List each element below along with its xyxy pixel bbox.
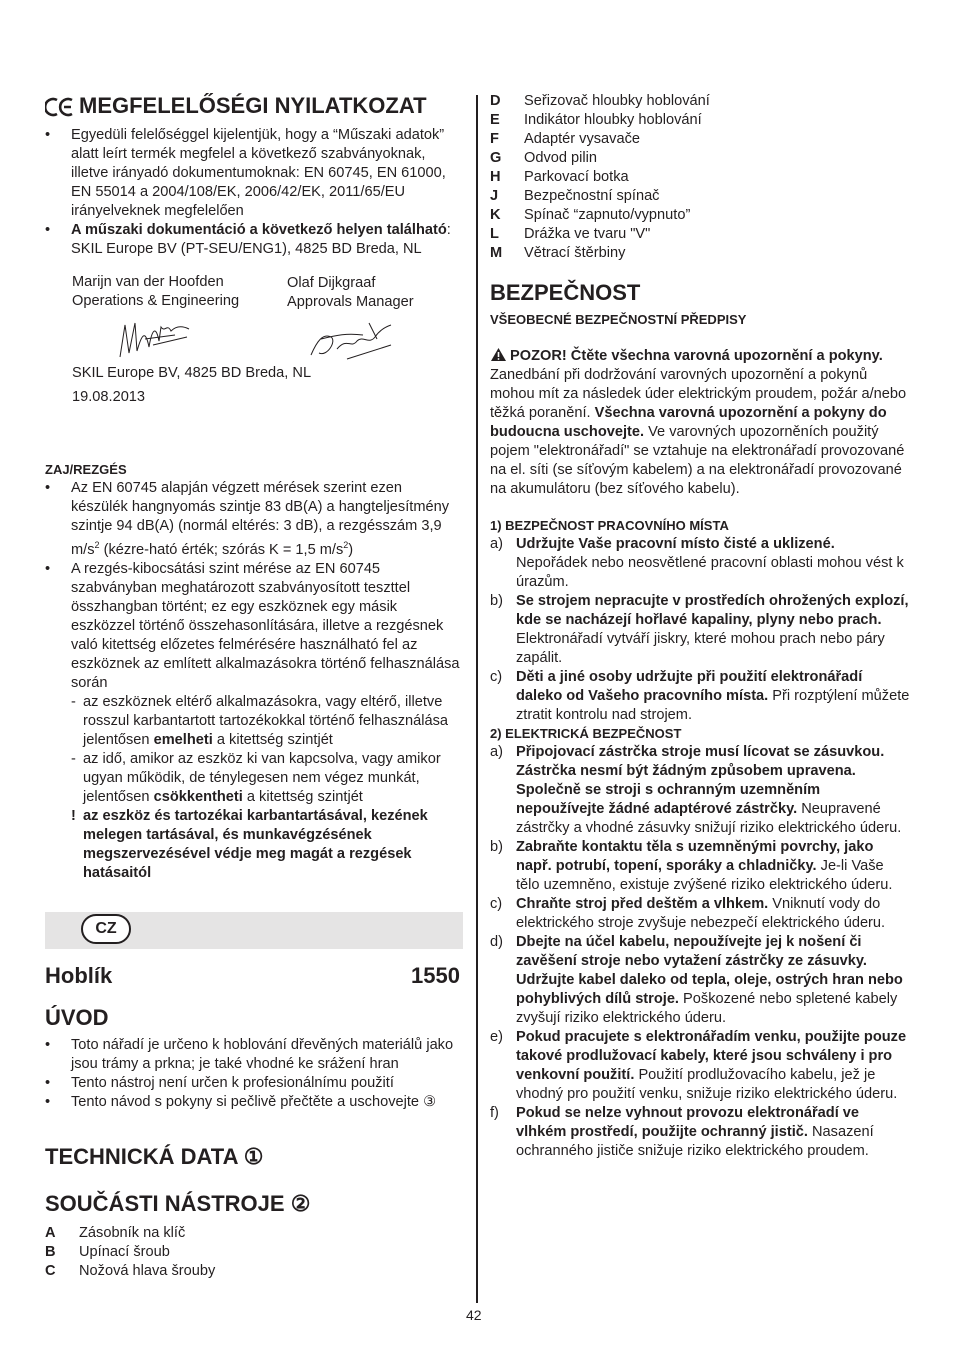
intro-bullet-text: Tento nástroj není určen k profesionálnímu použití [71, 1075, 394, 1091]
noise-warning [45, 807, 465, 883]
noise-heading: ZAJ/REZGÉS [45, 462, 127, 477]
noise-warning-text: az eszköz és tartozékai karbantartásával, kezének melegen tartásával, és munkavégzésének megszervezésével védje meg magát a rezgések hatásaitól [83, 807, 428, 881]
item-bold: Děti a jiné osoby udržujte při použití elektronářadí daleko od Vašeho pracovního místa. [516, 669, 863, 704]
item-text: Nasazení ochranného jističe snižuje riziko elektrického proudem. [516, 1124, 874, 1159]
part-key: G [490, 150, 502, 166]
safety-item [490, 838, 910, 895]
item-key: f) [490, 1105, 499, 1121]
item-bold: Připojovací zástrčka stroje musí lícovat se zásuvkou. Zástrčka nesmí být žádným způsobem upravena. Společně se stroji s ochranným uzemněním nepoužívejte žádné adaptérové zástrčky. [516, 744, 885, 817]
item-text: Je-li Vaše tělo uzemněno, existuje zvýšené riziko elektrického úderu. [516, 858, 893, 893]
item-bold: Udržujte Vaše pracovní místo čisté a uklizené. [516, 536, 835, 552]
dash-1-text-a: az eszköznek eltérő alkalmazásokra, vagy eltérő, illetve rosszul karbantartott tartozékokkal történő felhasználása jelentősen [83, 693, 449, 748]
ce-heading-title: MEGFELELŐSÉGI NYILATKOZAT [79, 93, 427, 118]
parts-list-left [45, 1224, 465, 1281]
noise-bullet-2-text: A rezgés-kibocsátási szint mérése az EN 60745 szabványban meghatározott szabványosított teszttel összhangban történt; ez egy eszköznek egy másik eszközzel történő összehasonlítására, illetve a rezgésnek való kitettség előzetes felmérésére használható fel az eszköznek az említett alkalmazásokra történő felhasználása során [71, 560, 460, 691]
work-area-heading: 1) BEZPEČNOST PRACOVNÍHO MÍSTA [490, 518, 729, 533]
item-key: c) [490, 669, 503, 685]
dash-2-text-c: a kitettség szintjét [242, 788, 363, 805]
part-label: Odvod pilin [524, 150, 598, 166]
part-key: E [490, 112, 500, 128]
item-bold: Se strojem nepracujte v prostředích ohrožených explozí, kde se nacházejí hořlavé kapaliny, plyny nebo prach. [516, 593, 909, 628]
ce-doc-bullet: • A műszaki dokumentáció a következő helyen található: SKIL Europe BV (PT-SEU/ENG1), 4825 BD Breda, NL [45, 222, 451, 257]
dash-1-text-c: a kitettség szintjét [212, 731, 333, 748]
intro-bullet: • Toto nářadí je určeno k hoblování dřevěných materiálů jako jsou trámy a prkna; je také vhodné ke srážení hran [45, 1036, 465, 1074]
product-name: Hoblík [45, 963, 113, 988]
part-label: Indikátor hloubky hoblování [524, 112, 702, 128]
dash-2-bold: csökkentheti [153, 788, 243, 805]
intro-section [45, 1004, 465, 1112]
right-column [490, 92, 910, 1161]
signatory-1 [72, 273, 239, 311]
part-label: Parkovací botka [524, 169, 629, 185]
part-item [490, 187, 910, 206]
part-label: Zásobník na klíč [79, 1225, 186, 1241]
noise-dash-1: - az eszköznek eltérő alkalmazásokra, vagy eltérő, illetve rosszul karbantartott tartozékokkal történő felhasználása jelentősen emelheti a kitettség szintjét [71, 693, 449, 748]
item-key: b) [490, 593, 503, 609]
part-key: L [490, 226, 499, 242]
part-label: Větrací štěrbiny [524, 245, 626, 261]
company-line: SKIL Europe BV, 4825 BD Breda, NL [72, 365, 312, 381]
product-model: 1550 [411, 963, 460, 988]
column-divider [476, 95, 478, 1303]
part-item [490, 206, 910, 225]
signatory-2-name: Olaf Dijkgraaf [287, 275, 376, 291]
safety-warning [490, 347, 910, 499]
electrical-safety-heading: 2) ELEKTRICKÁ BEZPEČNOST [490, 726, 682, 741]
part-item [45, 1262, 465, 1281]
item-key: d) [490, 934, 503, 950]
part-key: F [490, 131, 499, 147]
noise-bullet-2: • A rezgés-kibocsátási szint mérése az EN 60745 szabványban meghatározott szabványosított teszttel összhangban történt; ez egy eszköznek egy másik eszközzel történő összehasonlítására, illetve a rezgésnek való kitettség előzetes felmérésére használható fel az eszköznek az említett alkalmazásokra történő felhasználása során [45, 560, 465, 693]
part-key: H [490, 169, 501, 185]
part-key: C [45, 1263, 56, 1279]
safety-item [490, 933, 910, 1028]
intro-bullet: • Tento návod s pokyny si pečlivě přečtěte a uschovejte ③ [45, 1093, 465, 1112]
part-key: D [490, 93, 501, 109]
item-bold: Zabraňte kontaktu těla s uzemněnými povrchy, jako např. potrubí, topení, sporáky a chladničky. [516, 839, 874, 874]
part-label: Upínací šroub [79, 1244, 170, 1260]
part-item [45, 1224, 465, 1243]
part-label: Drážka ve tvaru "V" [524, 226, 651, 242]
part-item [490, 92, 910, 111]
parts-list-right [490, 92, 910, 263]
item-key: a) [490, 744, 503, 760]
language-badge: CZ [81, 914, 131, 944]
ce-bullet-text: Egyedüli felelőséggel kijelentjük, hogy a “Műszaki adatok” alatt leírt termék megfelel a következő szabványoknak, illetve irányadó dokumentumoknak: EN 60745, EN 61000, EN 55014 a 2004/108/EK, 2006/42/EK, 2011/65/EU irányelveknek megfelelően [71, 127, 446, 219]
tech-data-heading: TECHNICKÁ DATA ① [45, 1144, 264, 1169]
warning-triangle-icon [490, 347, 507, 362]
intro-bullet: • Tento nástroj není určen k profesionálnímu použití [45, 1074, 465, 1093]
item-key: a) [490, 536, 503, 552]
part-item [490, 244, 910, 263]
signatory-2-role: Approvals Manager [287, 294, 414, 310]
page-number: 42 [466, 1307, 482, 1323]
intro-bullet-text: Tento návod s pokyny si pečlivě přečtěte a uschovejte ③ [71, 1094, 437, 1110]
item-bold: Pokud pracujete s elektronářadím venku, použijte pouze takové prodlužovací kabely, které jsou schváleny i pro venkovní použití. [516, 1029, 907, 1083]
item-text: Vniknutí vody do elektrického stroje zvyšuje nebezpečí elektrického úderu. [516, 896, 886, 931]
part-key: A [45, 1225, 56, 1241]
item-text: Elektronářadí vytváří jiskry, které mohou prach nebo páry zapálit. [516, 631, 885, 666]
warning-bold-2: Všechna varovná upozornění a pokyny do budoucna uschovejte. [490, 405, 887, 440]
part-label: Nožová hlava šrouby [79, 1263, 216, 1279]
part-item [490, 225, 910, 244]
noise-bullet-1: • Az EN 60745 alapján végzett mérések szerint ezen készülék hangnyomás szintje 83 dB(A) a hangteljesítmény szintje 94 dB(A) (normál eltérés: 3 dB), a rezgésszám 3,9 $m/s^2$ (kézre-ható érték; szórás K = 1,5 $m/s^2$) [45, 479, 465, 560]
part-item [490, 111, 910, 130]
item-text: Poškozené nebo spletené kabely zvyšují riziko elektrického úderu. [516, 991, 898, 1026]
part-label: Seřizovač hloubky hoblování [524, 93, 710, 109]
safety-item [490, 668, 910, 725]
part-key: K [490, 207, 501, 223]
intro-bullet-text: Toto nářadí je určeno k hoblování dřevěných materiálů jako jsou trámy a prkna; je také vhodné ke srážení hran [71, 1037, 454, 1072]
signature-2 [307, 319, 397, 363]
item-text: Použití prodlužovacího kabelu, jež je vhodný pro použití venku, snižuje riziko elektrického úderu. [516, 1067, 898, 1102]
item-key: c) [490, 896, 503, 912]
ce-doc-bold: A műszaki dokumentáció a következő helyen található [71, 222, 447, 238]
safety-item [490, 592, 910, 668]
safety-item [490, 895, 910, 933]
item-text: Při rozptýlení můžete ztratit kontrolu nad strojem. [516, 688, 910, 723]
part-key: M [490, 245, 503, 261]
exclamation-icon: ! [71, 807, 76, 824]
part-item [490, 149, 910, 168]
warning-text-1: Zanedbání při dodržování varovných upozornění a pokynů mohou mít za následek úder elektrickým proudem, požár a/nebo těžká poranění. [490, 367, 907, 421]
signature-block [45, 273, 465, 461]
safety-heading: BEZPEČNOST [490, 280, 641, 305]
parts-heading: SOUČÁSTI NÁSTROJE ② [45, 1191, 311, 1216]
intro-heading: ÚVOD [45, 1005, 109, 1030]
safety-item [490, 1028, 910, 1104]
left-column [45, 92, 465, 883]
ce-bullet: • Egyedüli felelőséggel kijelentjük, hogy a “Műszaki adatok” alatt leírt termék megfelel a következő szabványoknak, illetve irányadó dokumentumoknak: EN 60745, EN 61000, EN 55014 a 2004/108/EK, 2006/42/EK, 2011/65/EU irányelveknek megfelelően [45, 126, 465, 221]
item-bold: Chraňte stroj před deštěm a vlhkem. [516, 896, 769, 912]
noise-bullet-1-text: Az EN 60745 alapján végzett mérések szerint ezen készülék hangnyomás szintje 83 dB(A) a hangteljesítmény szintje 94 dB(A) (normál eltérés: 3 dB), a rezgésszám 3,9 $m/s^2$ (kézre-ható érték; szórás K = 1,5 $m/s^2$) [71, 480, 450, 558]
warning-bold-1: POZOR! Čtěte všechna varovná upozornění a pokyny. [510, 348, 883, 364]
part-item [490, 168, 910, 187]
declaration-date: 19.08.2013 [72, 389, 146, 405]
signatory-1-role: Operations & Engineering [72, 293, 240, 309]
part-key: B [45, 1244, 56, 1260]
item-key: e) [490, 1029, 503, 1045]
part-item [490, 130, 910, 149]
safety-item [490, 535, 910, 592]
part-item [45, 1243, 465, 1262]
part-label: Spínač “zapnuto/vypnuto” [524, 207, 691, 223]
signatory-2 [287, 274, 414, 312]
dash-2-text-a: az idő, amikor az eszköz ki van kapcsolva, vagy amikor ugyan működik, de ténylegesen nem végez munkát, jelentősen [83, 750, 441, 805]
warning-text-2: Ve varovných upozorněních použitý pojem "elektronářadí" se vztahuje na elektronářadí provozované na el. síti (se síťovým kabelem) a na elektronářadí provozované na akumulátoru (bez síťového kabelu). [490, 424, 905, 497]
safety-item [490, 1104, 910, 1161]
safety-subheading: VŠEOBECNÉ BEZPEČNOSTNÍ PŘEDPISY [490, 312, 747, 327]
signatory-1-name: Marijn van der Hoofden [72, 274, 224, 290]
noise-dash-2: - az idő, amikor az eszköz ki van kapcsolva, vagy amikor ugyan működik, de ténylegesen nem végez munkát, jelentősen csökkentheti a kitettség szintjét [71, 750, 441, 805]
item-text: Neupravené zástrčky a vhodné zásuvky snižují riziko elektrického úderu. [516, 801, 902, 836]
item-key: b) [490, 839, 503, 855]
part-label: Bezpečnostní spínač [524, 188, 660, 204]
signature-1 [115, 317, 195, 361]
item-bold: Pokud se nelze vyhnout provozu elektronářadí ve vlhkém prostředí, použijte ochranný jistič. [516, 1105, 860, 1140]
dash-1-bold: emelheti [153, 731, 213, 748]
item-bold: Dbejte na účel kabelu, nepoužívejte jej k nošení či zavěšení stroje nebo vytažení zástrčky ze zásuvky. Udržujte kabel daleko od tepla, oleje, ostrých hran nebo pohyblivých dílů stroje. [516, 934, 903, 1007]
part-key: J [490, 188, 499, 204]
ce-mark-icon [45, 97, 75, 117]
ce-heading [45, 92, 465, 120]
part-label: Adaptér vysavače [524, 131, 641, 147]
safety-item [490, 743, 910, 838]
ce-doc-text: : SKIL Europe BV (PT-SEU/ENG1), 4825 BD Breda, NL [71, 222, 451, 257]
item-text: Nepořádek nebo neosvětlené pracovní oblasti mohou vést k úrazům. [516, 555, 904, 590]
language-bar [45, 912, 463, 949]
